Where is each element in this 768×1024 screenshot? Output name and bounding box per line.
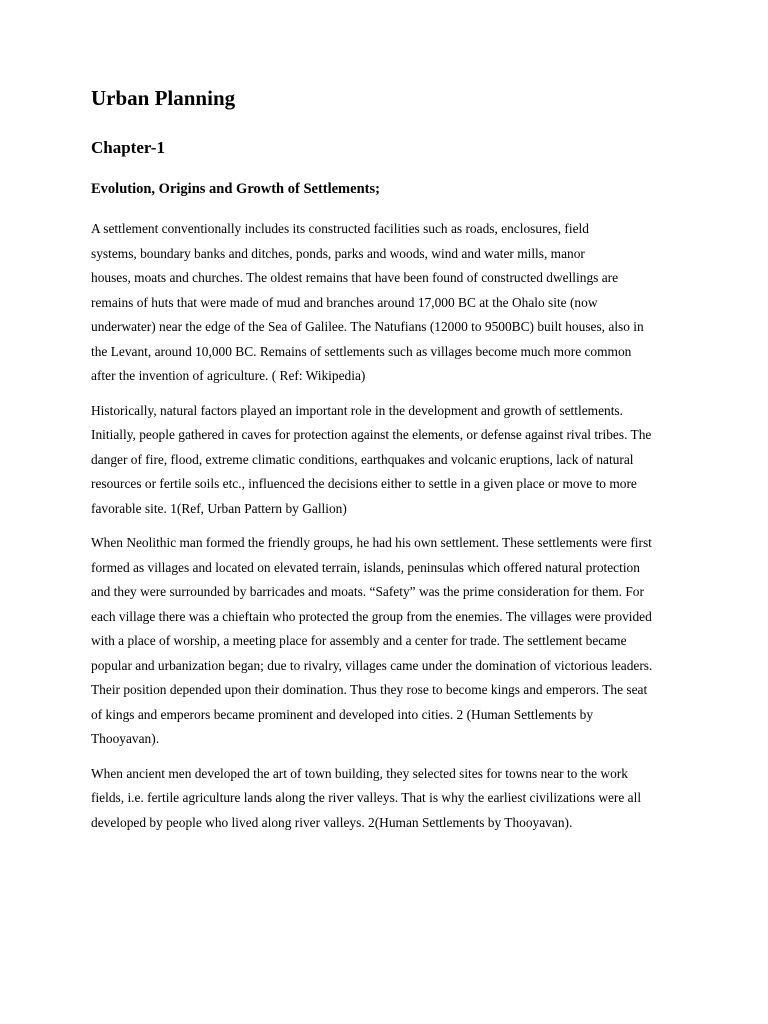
paragraph-line: resources or fertile soils etc., influenced the decisions either to settle in a given place or move to more (91, 476, 637, 491)
paragraph-line: developed by people who lived along river valleys. 2(Human Settlements by Thooyavan). (91, 814, 573, 830)
chapter-heading: Chapter-1 (91, 138, 165, 157)
paragraph-line: of kings and emperors became prominent and developed into cities. 2 (Human Settlements by (91, 706, 594, 722)
paragraph-line: after the invention of agriculture. ( Ref: Wikipedia) (91, 368, 366, 383)
paragraph-line: houses, moats and churches. The oldest remains that have been found of constructed dwellings are (91, 270, 619, 285)
paragraph-line: each village there was a chieftain who protected the group from the enemies. The villages were provided (91, 608, 652, 624)
paragraph (91, 399, 731, 522)
paragraph-line: Thooyavan). (91, 731, 160, 746)
paragraph (91, 217, 731, 389)
document-title: Urban Planning (91, 86, 236, 110)
paragraph-line: systems, boundary banks and ditches, ponds, parks and woods, wind and water mills, manor (91, 245, 585, 261)
paragraph-line: Historically, natural factors played an important role in the development and growth of settlements. (91, 402, 623, 418)
paragraph-line: favorable site. 1(Ref, Urban Pattern by Gallion) (91, 500, 347, 516)
paragraph-line: danger of fire, flood, extreme climatic conditions, earthquakes and volcanic eruptions, lack of natural (91, 451, 634, 467)
paragraph-line: Initially, people gathered in caves for protection against the elements, or defense against rival tribes. The (91, 427, 652, 442)
section-heading: Evolution, Origins and Growth of Settlements; (91, 181, 380, 197)
paragraph-line: underwater) near the edge of the Sea of Galilee. The Natufians (12000 to 9500BC) built houses, also in (91, 319, 644, 334)
paragraph-line: Their position depended upon their domination. Thus they rose to become kings and emperors. The seat (91, 682, 648, 697)
paragraph (91, 762, 731, 836)
paragraph-line: with a place of worship, a meeting place for assembly and a center for trade. The settlement became (91, 633, 627, 648)
paragraph-line: remains of huts that were made of mud and branches around 17,000 BC at the Ohalo site (now (91, 294, 598, 310)
paragraph-line: When Neolithic man formed the friendly groups, he had his own settlement. These settlements were first (91, 535, 652, 550)
paragraph-line: A settlement conventionally includes its constructed facilities such as roads, enclosures, field (91, 221, 589, 236)
document-content (91, 84, 731, 830)
paragraph-line: popular and urbanization began; due to rivalry, villages came under the domination of victorious leaders. (91, 657, 653, 673)
paragraph-line: the Levant, around 10,000 BC. Remains of settlements such as villages become much more common (91, 343, 632, 359)
paragraph-line: fields, i.e. fertile agriculture lands along the river valleys. That is why the earliest civilizations were all (91, 790, 642, 805)
paragraph-line: formed as villages and located on elevated terrain, islands, peninsulas which offered natural protection (91, 559, 640, 575)
paragraph (91, 531, 731, 752)
paragraph-line: When ancient men developed the art of town building, they selected sites for towns near to the work (91, 765, 628, 781)
paragraph-line: and they were surrounded by barricades and moats. “Safety” was the prime consideration for them. For (91, 584, 644, 599)
body-text (91, 217, 731, 845)
